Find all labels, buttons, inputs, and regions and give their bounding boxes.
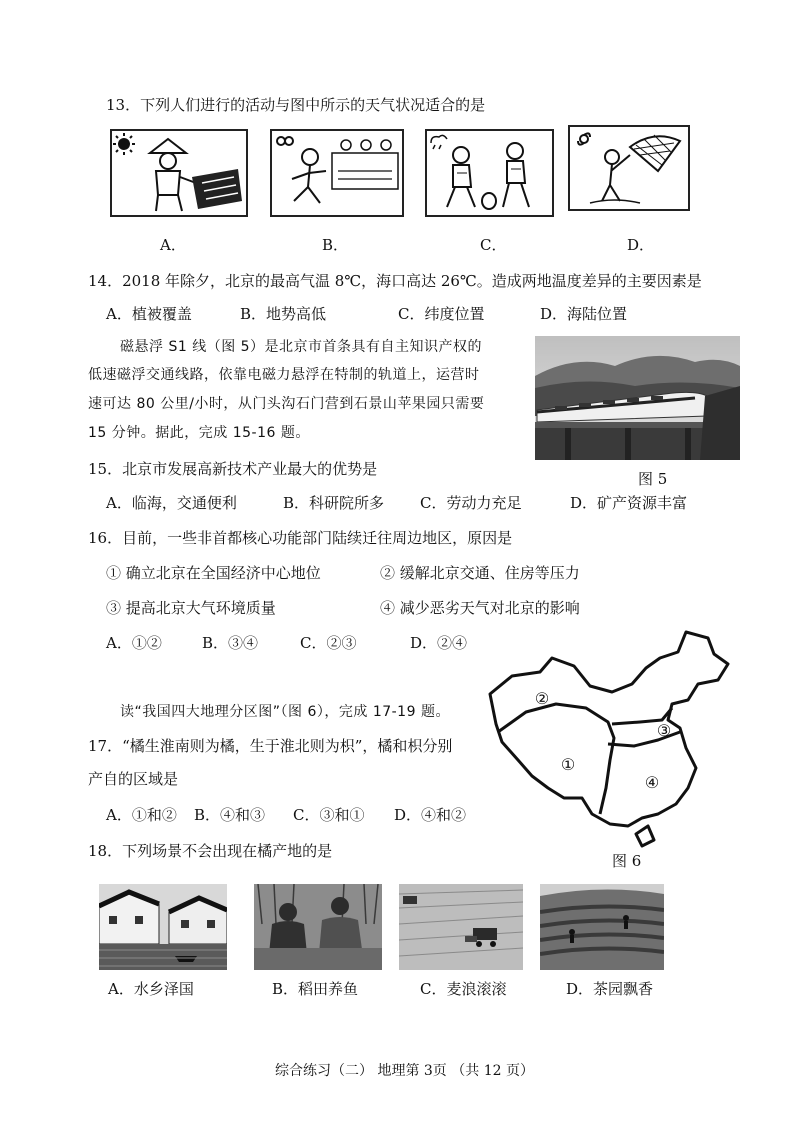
photo-rice-fish <box>254 884 382 970</box>
map-label-region-2: ② <box>534 689 550 708</box>
photo-tea-garden <box>540 884 664 970</box>
q13-option-b[interactable]: B． <box>322 236 349 254</box>
q13-stem: 13．下列人们进行的活动与图中所示的天气状况适合的是 <box>106 96 486 114</box>
cartoon-b <box>270 129 404 217</box>
q16-option-d[interactable]: D．②④ <box>410 634 468 652</box>
figure5-maglev-photo <box>535 336 740 460</box>
passage1-line-3: 速可达 80 公里/小时，从门头沟石门营到石景山苹果园只需要 <box>88 396 485 412</box>
passage1-line-4: 15 分钟。据此，完成 15-16 题。 <box>88 425 310 441</box>
q18-option-c[interactable]: C．麦浪滚滚 <box>420 980 507 998</box>
cartoon-c <box>425 129 554 217</box>
q17-stem-line-2: 产自的区域是 <box>88 770 179 788</box>
q16-option-b[interactable]: B．③④ <box>202 634 259 652</box>
map-label-region-3: ③ <box>656 721 672 740</box>
q16-stem: 16．目前，一些非首都核心功能部门陆续迁往周边地区，原因是 <box>88 529 513 547</box>
rain-icon <box>431 135 447 149</box>
q16-item-3: ③ 提高北京大气环境质量 <box>106 599 276 617</box>
q16-item-2: ② 缓解北京交通、住房等压力 <box>380 564 580 582</box>
q16-item-4: ④ 减少恶劣天气对北京的影响 <box>380 599 580 617</box>
q18-option-d[interactable]: D．茶园飘香 <box>566 980 654 998</box>
figure6-china-map <box>482 628 732 853</box>
q15-option-b[interactable]: B．科研院所多 <box>283 494 385 512</box>
q18-option-a[interactable]: A．水乡泽国 <box>108 980 194 998</box>
q17-option-c[interactable]: C．③和① <box>293 806 365 824</box>
q13-option-c[interactable]: C． <box>480 236 507 254</box>
q17-option-d[interactable]: D．④和② <box>394 806 467 824</box>
cartoon-a <box>110 129 248 217</box>
q15-option-c[interactable]: C．劳动力充足 <box>420 494 522 512</box>
passage1-line-1: 磁悬浮 S1 线（图 5）是北京市首条具有自主知识产权的 <box>120 339 483 355</box>
photo-wheat-field <box>399 884 523 970</box>
q14-option-b[interactable]: B．地势高低 <box>240 305 327 323</box>
map-label-region-4: ④ <box>644 773 660 792</box>
figure5-caption: 图 5 <box>638 470 668 488</box>
typhoon-icon <box>578 133 590 144</box>
q16-item-1: ① 确立北京在全国经济中心地位 <box>106 564 321 582</box>
passage2-text: 读“我国四大地理分区图”（图 6），完成 17-19 题。 <box>120 704 450 720</box>
q18-stem: 18．下列场景不会出现在橘产地的是 <box>88 842 333 860</box>
sun-icon <box>113 133 135 155</box>
q18-option-b[interactable]: B．稻田养鱼 <box>272 980 359 998</box>
q16-option-a[interactable]: A．①② <box>106 634 162 652</box>
q14-stem: 14．2018 年除夕，北京的最高气温 8℃，海口高达 26℃。造成两地温度差异的主要因素是 <box>88 272 702 290</box>
q13-option-a[interactable]: A． <box>160 236 186 254</box>
q13-option-d[interactable]: D． <box>627 236 655 254</box>
haze-icon <box>277 137 293 145</box>
q14-option-a[interactable]: A．植被覆盖 <box>106 305 192 323</box>
q17-stem-line-1: 17．“橘生淮南则为橘，生于淮北则为枳”，橘和枳分别 <box>88 737 453 755</box>
q14-option-d[interactable]: D．海陆位置 <box>540 305 628 323</box>
passage1-line-2: 低速磁浮交通线路，依靠电磁力悬浮在特制的轨道上，运营时 <box>88 367 480 383</box>
q14-option-c[interactable]: C．纬度位置 <box>398 305 485 323</box>
q17-option-b[interactable]: B．④和③ <box>194 806 266 824</box>
figure6-caption: 图 6 <box>612 852 642 870</box>
map-label-region-1: ① <box>560 755 576 774</box>
q15-stem: 15．北京市发展高新技术产业最大的优势是 <box>88 460 378 478</box>
cartoon-d <box>568 125 690 211</box>
q15-option-d[interactable]: D．矿产资源丰富 <box>570 494 688 512</box>
q16-option-c[interactable]: C．②③ <box>300 634 357 652</box>
q17-option-a[interactable]: A．①和② <box>106 806 177 824</box>
photo-water-town <box>99 884 227 970</box>
q15-option-a[interactable]: A．临海，交通便利 <box>106 494 237 512</box>
page-footer: 综合练习（二） 地理第 3页 （共 12 页） <box>275 1063 534 1079</box>
